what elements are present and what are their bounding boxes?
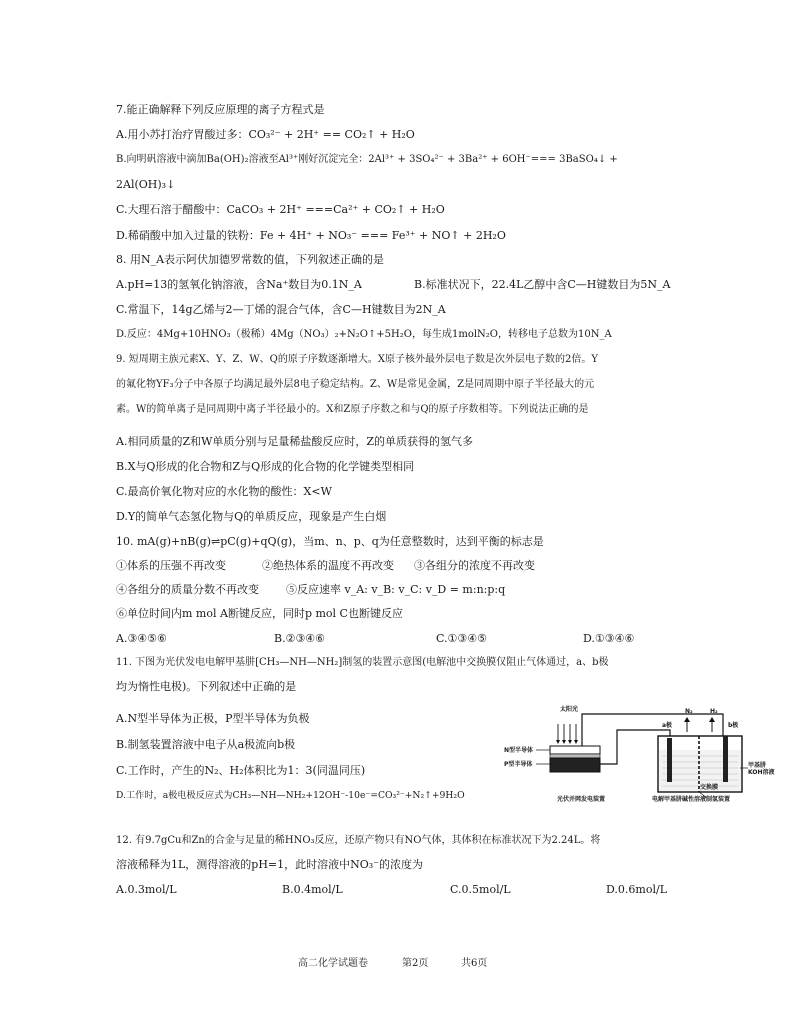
caption-photovoltaic: 光伏并网发电装置	[557, 796, 606, 803]
h2-label: H₂	[710, 708, 718, 715]
q10-statement-2: ②绝热体系的温度不再改变	[262, 559, 394, 572]
q10-statement-6: ⑥单位时间内m mol A断键反应，同时p mol C也断键反应	[116, 607, 403, 620]
q10-option-d: D.①③④⑥	[583, 632, 635, 645]
q10-statement-4: ④各组分的质量分数不再改变	[116, 583, 259, 596]
q9-option-d: D.Y的简单气态氢化物与Q的单质反应，现象是产生白烟	[116, 510, 387, 523]
q9-option-b: B.X与Q形成的化合物和Z与Q形成的化合物的化学键类型相同	[116, 460, 415, 473]
q9-option-a: A.相同质量的Z和W单质分别与足量稀盐酸反应时，Z的单质获得的氢气多	[116, 435, 474, 448]
q12-stem-line1: 12. 有9.7gCu和Zn的合金与足量的稀HNO₃反应，还原产物只有NO气体，其体积在标准状况下为2.24L。将	[116, 835, 601, 846]
electrolysis-apparatus-diagram	[502, 706, 778, 806]
q10-statement-1: ①体系的压强不再改变	[116, 559, 226, 572]
q11-option-a: A.N型半导体为正极，P型半导体为负极	[116, 712, 310, 725]
q9-stem-line2: 的氟化物YF₃分子中各原子均满足最外层8电子稳定结构。Z、W是常见金属，Z是同周期中原子半径最大的元	[116, 379, 595, 390]
q10-statement-3: ③各组分的浓度不再改变	[414, 559, 535, 572]
n2-label: N₂	[685, 708, 693, 715]
q12-option-b: B.0.4mol/L	[282, 883, 343, 896]
footer-title: 高二化学试题卷	[298, 958, 368, 969]
q7-option-b-line1: B.向明矾溶液中滴加Ba(OH)₂溶液至Al³⁺刚好沉淀完全：2Al³⁺ + 3SO₄²⁻ + 3Ba²⁺ + 6OH⁻=== 3BaSO₄↓ +	[116, 154, 618, 165]
q7-stem: 7.能正确解释下列反应原理的离子方程式是	[116, 103, 325, 116]
q8-option-c: C.常温下，14g乙烯与2—丁烯的混合气体，含C—H键数目为2N_A	[116, 303, 446, 316]
q12-stem-line2: 溶液稀释为1L，测得溶液的pH=1，此时溶液中NO₃⁻的浓度为	[116, 858, 424, 871]
q11-stem-line1: 11. 下图为光伏发电电解甲基肼[CH₃—NH—NH₂]制氢的装置示意图(电解池中交换膜仅阻止气体通过，a、b极	[116, 657, 609, 668]
caption-electrolysis: 电解甲基肼碱性溶液制氢装置	[652, 796, 731, 803]
solution-label-line2: KOH溶液	[748, 769, 775, 776]
q12-option-c: C.0.5mol/L	[450, 883, 511, 896]
q7-option-b-line2: 2Al(OH)₃↓	[116, 178, 176, 191]
solution-label-line1: 甲基肼	[748, 762, 767, 769]
q10-option-c: C.①③④⑤	[436, 632, 487, 645]
q12-option-d: D.0.6mol/L	[606, 883, 667, 896]
footer-total-pages: 共6页	[461, 958, 488, 969]
q7-option-d: D.稀硝酸中加入过量的铁粉：Fe + 4H⁺ + NO₃⁻ === Fe³⁺ + NO↑ + 2H₂O	[116, 229, 506, 242]
sunlight-label: 太阳光	[560, 706, 579, 713]
q8-option-d: D.反应：4Mg+10HNO₃（极稀）4Mg（NO₃）₂+N₂O↑+5H₂O，每生成1molN₂O，转移电子总数为10N_A	[116, 329, 612, 340]
electrode-b-label: b极	[728, 722, 739, 729]
q11-option-b: B.制氢装置溶液中电子从a极流向b极	[116, 738, 296, 751]
q8-option-a: A.pH=13的氢氧化钠溶液，含Na⁺数目为0.1N_A	[116, 278, 362, 291]
q8-stem: 8. 用N_A表示阿伏加德罗常数的值，下列叙述正确的是	[116, 253, 385, 266]
electrode-a-label: a极	[662, 722, 673, 729]
q12-option-a: A.0.3mol/L	[116, 883, 177, 896]
q7-option-a: A.用小苏打治疗胃酸过多：CO₃²⁻ + 2H⁺ == CO₂↑ + H₂O	[116, 128, 415, 141]
q10-statement-5: ⑤反应速率 v_A: v_B: v_C: v_D = m:n:p:q	[286, 583, 506, 596]
q9-stem-line1: 9. 短周期主族元素X、Y、Z、W、Q的原子序数逐渐增大。X原子核外最外层电子数是次外层电子数的2倍。Y	[116, 354, 598, 365]
q11-option-d: D.工作时，a极电极反应式为CH₃—NH—NH₂+12OH⁻-10e⁻=CO₃²⁻+N₂↑+9H₂O	[116, 790, 465, 801]
q10-stem: 10. mA(g)+nB(g)⇌pC(g)+qQ(g)，当m、n、p、q为任意整数时，达到平衡的标志是	[116, 535, 544, 548]
footer-page-number: 第2页	[402, 958, 429, 969]
q10-option-b: B.②③④⑥	[274, 632, 326, 645]
membrane-label: 交换膜	[700, 784, 719, 791]
n-type-label: N型半导体	[504, 747, 534, 754]
q9-stem-line3: 素。W的简单离子是同周期中离子半径最小的。X和Z原子序数之和与Q的原子序数相等。下列说法正确的是	[116, 404, 589, 415]
q9-option-c: C.最高价氧化物对应的水化物的酸性：X<W	[116, 485, 332, 498]
q7-option-c: C.大理石溶于醋酸中：CaCO₃ + 2H⁺ ===Ca²⁺ + CO₂↑ + H₂O	[116, 203, 445, 216]
q10-option-a: A.③④⑤⑥	[116, 632, 167, 645]
q8-option-b: B.标准状况下，22.4L乙醇中含C—H键数目为5N_A	[414, 278, 671, 291]
p-type-label: P型半导体	[504, 761, 533, 768]
apparatus-drawing	[502, 706, 778, 806]
q11-stem-line2: 均为惰性电极)。下列叙述中正确的是	[116, 680, 297, 693]
q11-option-c: C.工作时，产生的N₂、H₂体积比为1：3(同温同压)	[116, 764, 366, 777]
